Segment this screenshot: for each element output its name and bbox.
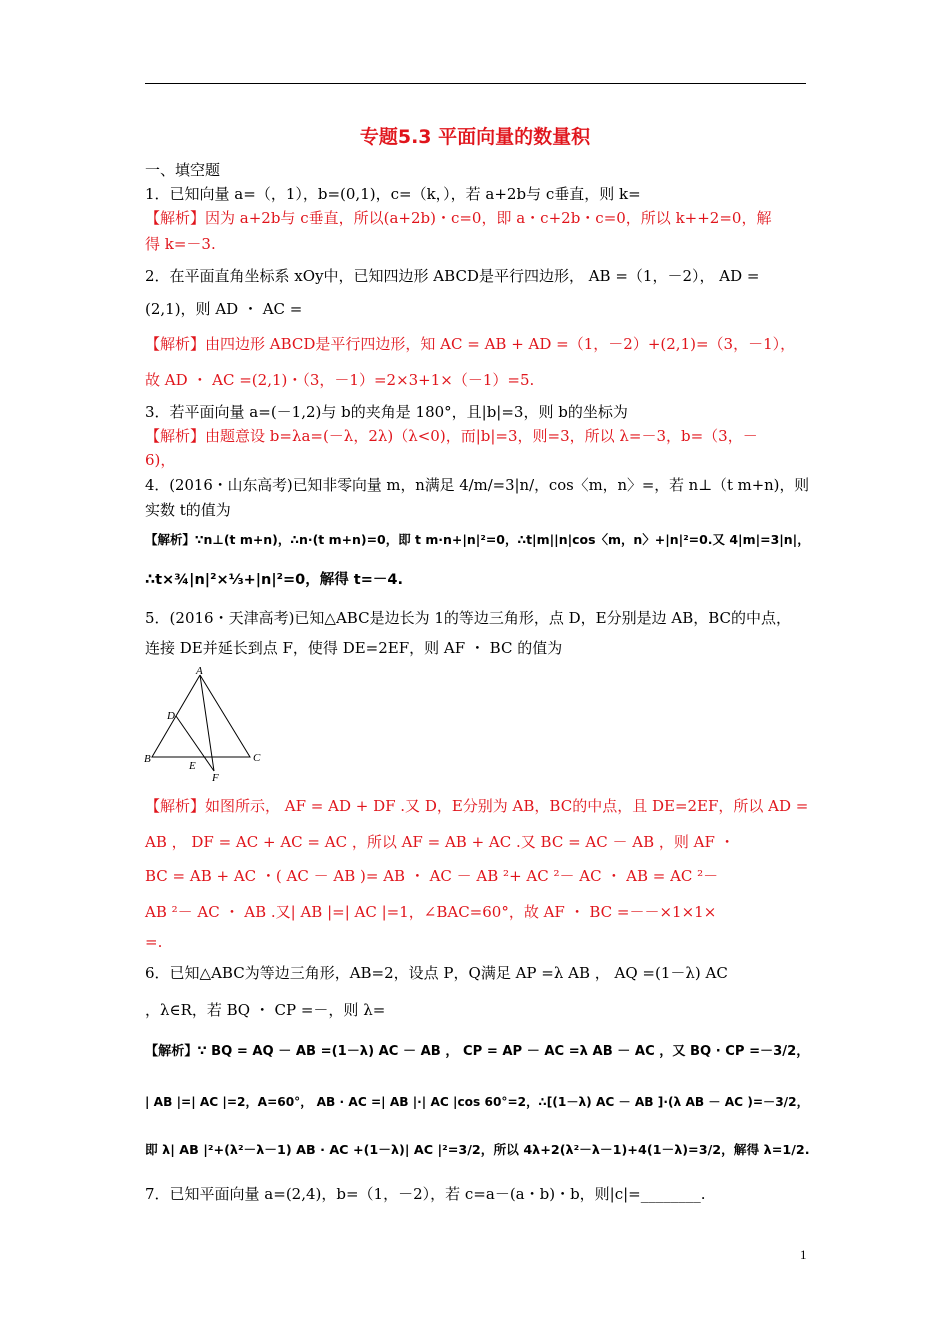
q1-text: 1．已知向量 a=（，1），b=(0,1)，c=（k，），若 a+2b与 c垂直，则 k=: [145, 185, 641, 203]
label-d: D: [167, 710, 175, 722]
q5-solution-2: AB ， DF = AC + AC = AC ，所以 AF = AB + AC .又 BC = AC － AB ，则 AF ・: [145, 833, 735, 851]
q5-solution-4: AB ²－ AC ・ AB .又| AB |=| AC |=1，∠BAC=60°，故 AF ・ BC =－－×1×1×: [145, 903, 717, 921]
q4-solution-cont: ∴t×¾|n|²×⅓+|n|²=0，解得 t=－4.: [145, 572, 403, 588]
page-title: 专题5.3 平面向量的数量积: [359, 126, 591, 148]
q6-text: 6．已知△ABC为等边三角形，AB=2，设点 P，Q满足 AP =λ AB ， AQ =(1－λ) AC: [145, 964, 728, 982]
q3-text: 3．若平面向量 a=(－1,2)与 b的夹角是 180°，且|b|=3，则 b的坐标为: [145, 403, 628, 421]
section-heading: 一、填空题: [145, 161, 221, 179]
q2-text-cont: (2,1)，则 AD ・ AC =: [145, 300, 303, 318]
label-e: E: [189, 760, 196, 772]
q5-text-cont: 连接 DE并延长到点 F，使得 DE=2EF，则 AF ・ BC 的值为: [145, 639, 563, 657]
q7-text: 7．已知平面向量 a=(2,4)，b=（1，－2），若 c=a－(a・b)・b，则|c|=________.: [145, 1185, 706, 1203]
q4-text: 4．(2016・山东高考)已知非零向量 m，n满足 4/m/=3|n/，cos〈m，n〉=，若 n⊥（t m+n)，则: [145, 477, 810, 494]
q6-solution: 【解析】∵ BQ = AQ － AB =(1－λ) AC － AB ， CP = AP － AC =λ AB － AC ，又 BQ · CP =－3/2，: [145, 1044, 810, 1059]
q3-solution: 【解析】由题意设 b=λa=(－λ，2λ)（λ<0)，而|b|=3，则=3，所以 λ=－3，b=（3，－: [145, 427, 758, 445]
triangle-figure: [140, 665, 270, 785]
q6-text-cont: ，λ∈R，若 BQ ・ CP =－，则 λ=: [145, 1001, 386, 1019]
header-rule: [145, 83, 806, 84]
q6-solution-3: 即 λ| AB |²+(λ²－λ－1) AB · AC +(1－λ)| AC |²=3/2，所以 4λ+2(λ²－λ－1)+4(1－λ)=3/2，解得 λ=1/2.: [145, 1142, 810, 1157]
q2-solution: 【解析】由四边形 ABCD是平行四边形，知 AC = AB + AD =（1，－2）+(2,1)=（3，－1），: [145, 335, 796, 353]
page-number: 1: [800, 1247, 807, 1262]
label-f: F: [212, 772, 219, 784]
q4-solution: 【解析】∵n⊥(t m+n)，∴n·(t m+n)=0，即 t m·n+|n|²=0，∴t|m||n|cos〈m，n〉+|n|²=0.又 4|m|=3|n|，: [145, 532, 810, 547]
q4-text-cont: 实数 t的值为: [145, 501, 231, 519]
label-a: A: [196, 665, 203, 677]
q5-solution-5: =.: [145, 933, 163, 951]
q5-solution: 【解析】如图所示， AF = AD + DF .又 D，E分别为 AB，BC的中点，且 DE=2EF，所以 AD =: [145, 797, 809, 815]
q1-solution-cont: 得 k=－3.: [145, 235, 216, 253]
label-c: C: [253, 752, 261, 764]
q5-solution-3: BC = AB + AC ・( AC － AB )= AB ・ AC － AB ²+ AC ²－ AC ・ AB = AC ²－: [145, 867, 719, 885]
q1-solution: 【解析】因为 a+2b与 c垂直，所以(a+2b)・c=0，即 a・c+2b・c=0，所以 k++2=0，解: [145, 209, 772, 227]
q2-solution-cont: 故 AD ・ AC =(2,1)・（3，－1）=2×3+1×（－1）=5.: [145, 371, 535, 389]
label-b: B: [144, 753, 151, 765]
q2-text: 2．在平面直角坐标系 xOy中，已知四边形 ABCD是平行四边形， AB =（1，－2）， AD =: [145, 267, 760, 285]
q3-solution-cont: 6)，: [145, 451, 176, 469]
q5-text: 5．(2016・天津高考)已知△ABC是边长为 1的等边三角形，点 D，E分别是边 AB，BC的中点，: [145, 609, 792, 627]
q6-solution-2: | AB |=| AC |=2，A=60°， AB · AC =| AB |·| AC |cos 60°=2，∴[(1－λ) AC － AB ]·(λ AB － AC )=－3/2，: [145, 1095, 809, 1109]
